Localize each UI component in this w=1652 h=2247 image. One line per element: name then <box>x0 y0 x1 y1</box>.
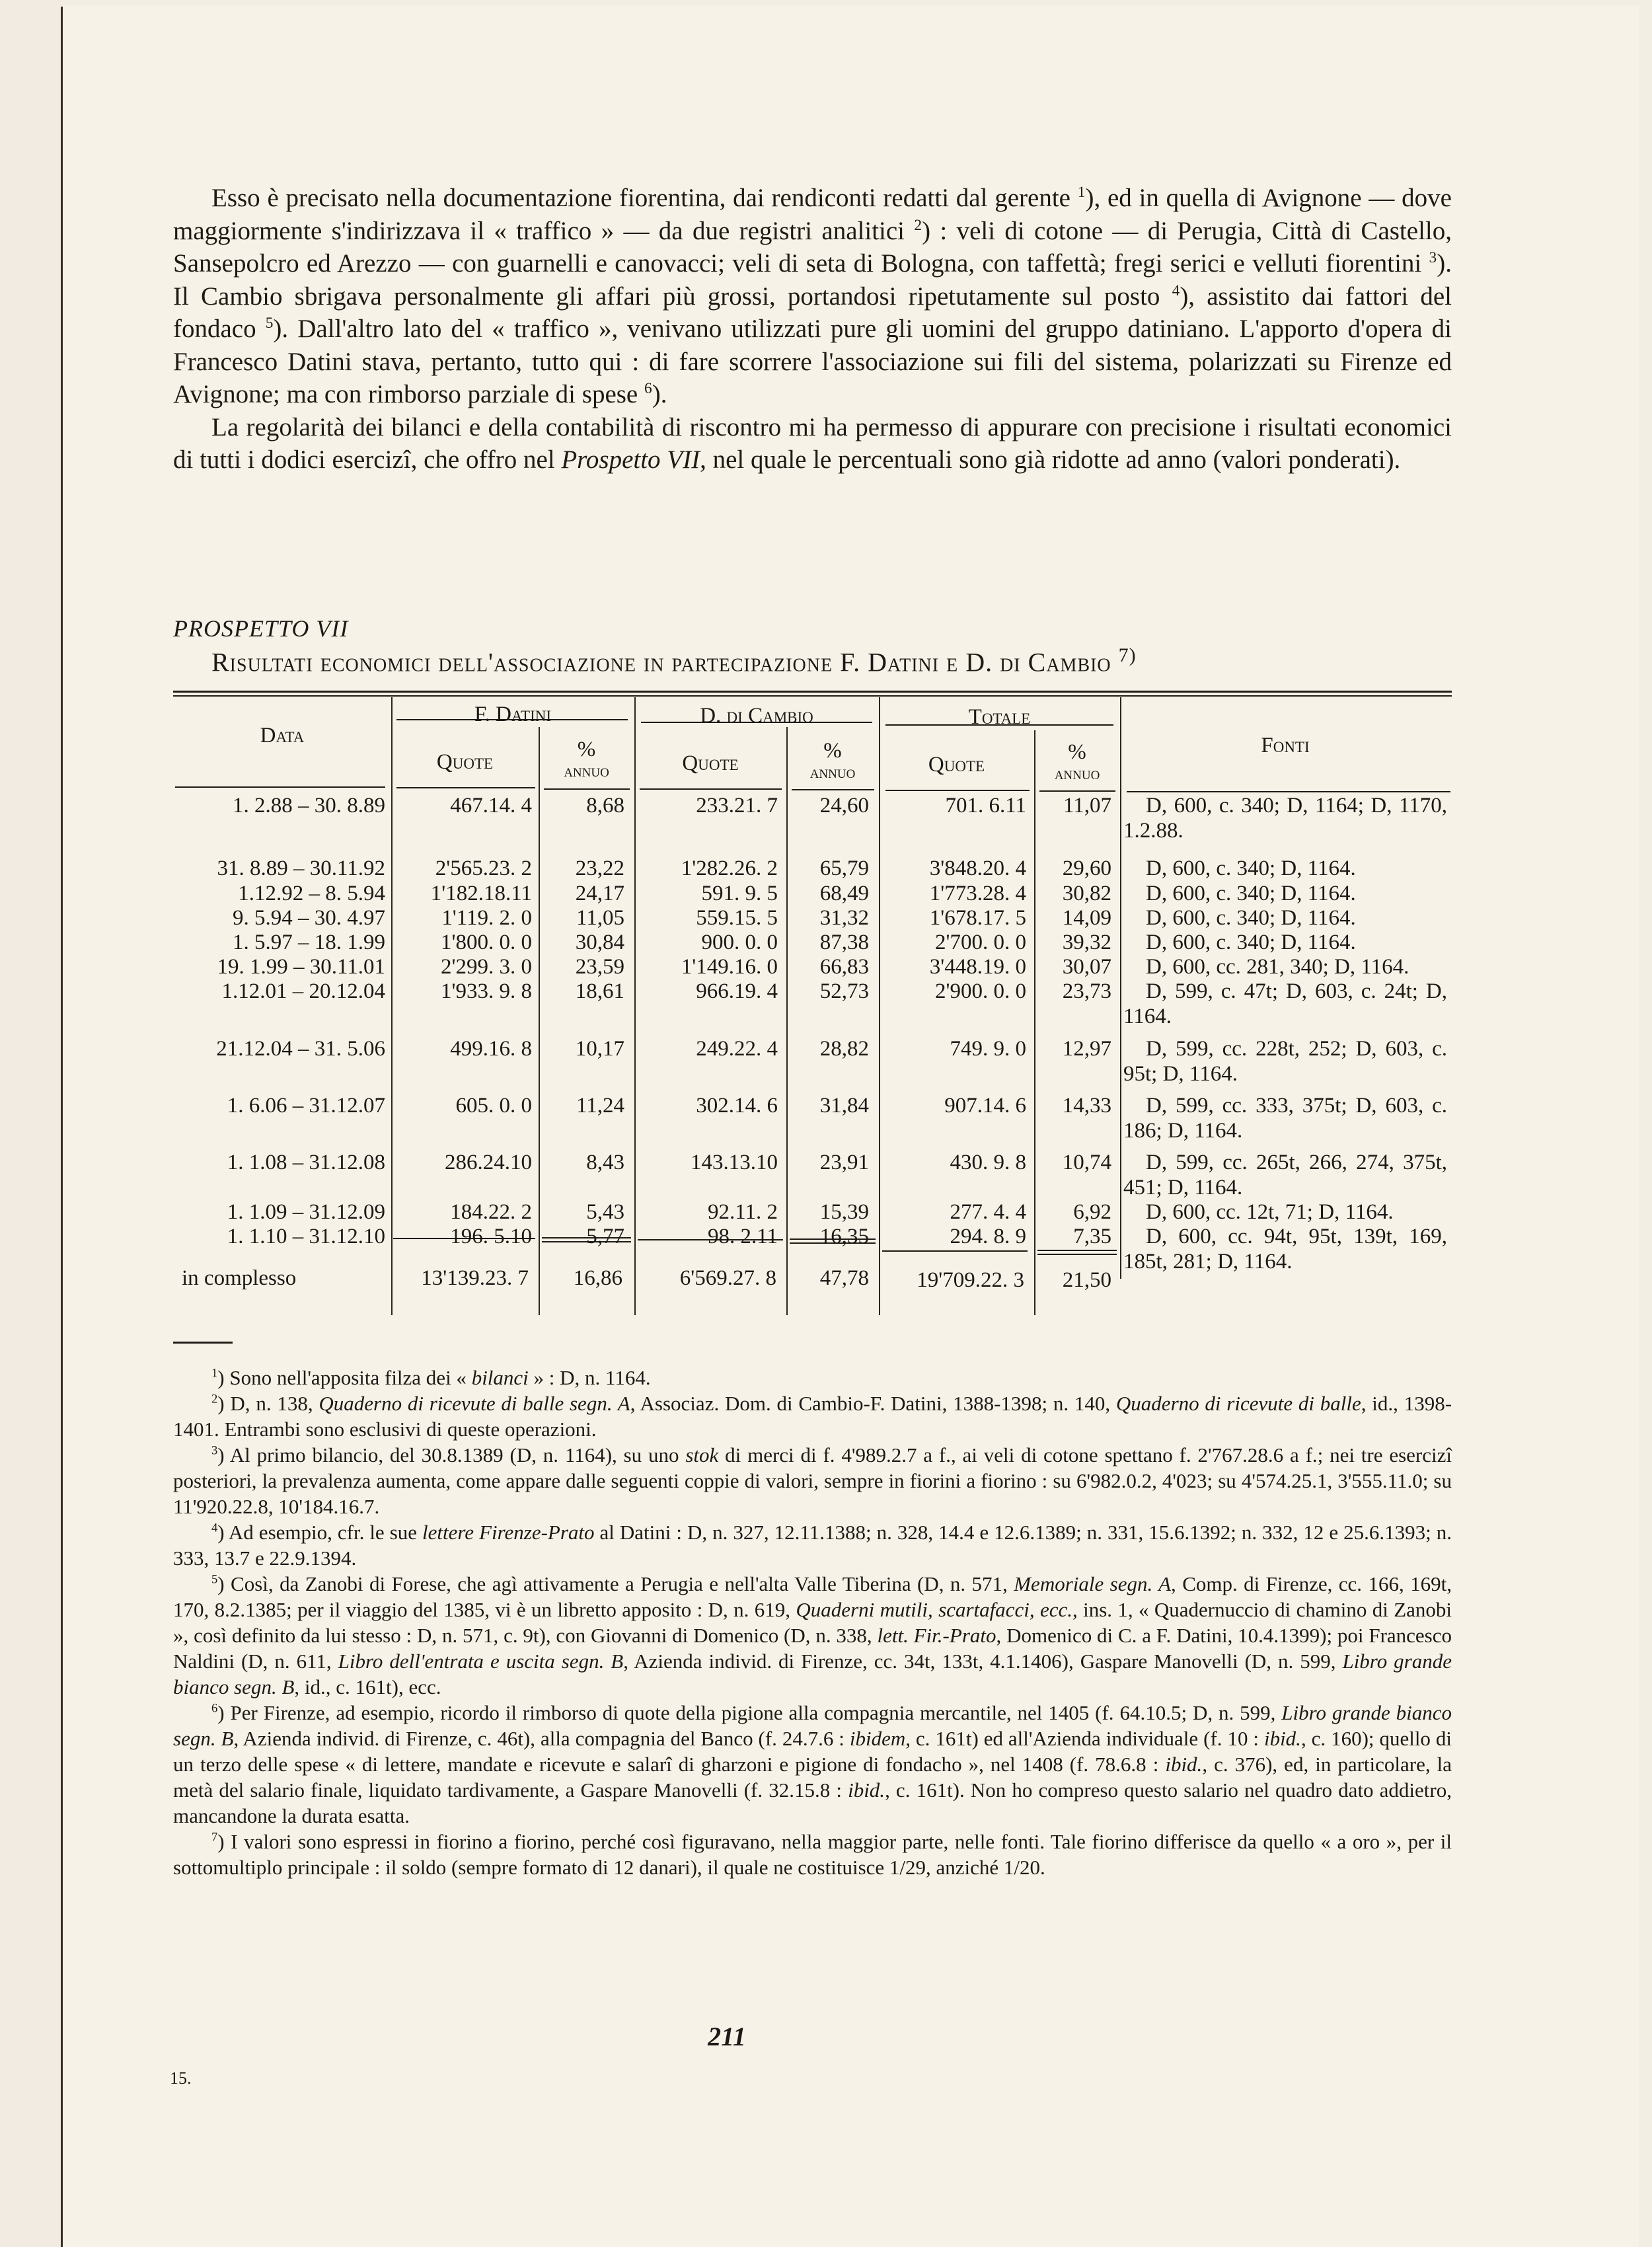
total-totale-pct: 21,50 <box>1062 1268 1111 1292</box>
row-date: 21.12.04 – 31. 5.06 <box>216 1037 385 1061</box>
row-date: 9. 5.94 – 30. 4.97 <box>233 906 385 930</box>
total-totale-quote: 19'709.22. 3 <box>917 1268 1024 1292</box>
row-datini-pct: 30,84 <box>575 931 624 954</box>
page-number: 211 <box>708 2022 746 2051</box>
row-date: 31. 8.89 – 30.11.92 <box>217 857 385 880</box>
footnote-5: $^5$) Così, da Zanobi di Forese, che agì attivamente a Perugia e nell'alta Valle Tiberina (D, n. 571, Memoriale segn. A, Comp. di Firenze, cc. 166, 169t, 170, 8.2.1385; per il viaggio del 1385, vi è un libretto apposito : D, n. 619, Quaderni mutili, scartafacci, ecc., ins. 1, « Quadernuccio di chamino di Zanobi », così definito da lui stesso : D, n. 571, c. 9t), con Giovanni di Domenico (D, n. 338, lett. Fir.-Prato, Domenico di C. a F. Datini, 10.4.1399); poi Francesco Naldini (D, n. 611, Libro dell'entrata e uscita segn. B, Azienda individ. di Firenze, cc. 34t, 133t, 4.1.1406), Gaspare Manovelli (D, n. 599, Libro grande bianco segn. B, id., c. 161t), ecc. <box>173 1572 1452 1698</box>
paragraph-2: La regolarità dei bilanci e della contabilità di riscontro mi ha permesso di appurare con precisione i risultati economici di tutti i dodici esercizî, che offro nel Prospetto VII, nel quale le percentuali sono già ridotte ad anno (valori ponderati). <box>173 412 1452 474</box>
table-title <box>211 644 1454 677</box>
row-totale-pct: 14,09 <box>1062 906 1111 930</box>
row-datini-quote: 2'565.23. 2 <box>435 857 532 880</box>
total-datini-pct: 16,86 <box>573 1266 622 1290</box>
italic-text: Quaderno di ricevute di balle <box>1115 1392 1361 1415</box>
footnote-7: $^7$) I valori sono espressi in fiorino a fiorino, perché così figuravano, nella maggior parte, nelle fonti. Tale fiorino differisce da quello « a oro », per il sottomultiplo principale : il soldo (sempre formato di 12 danari), il quale ne costituisce 1/29, anziché 1/20. <box>173 1830 1452 1879</box>
row-totale-pct: 30,82 <box>1062 882 1111 905</box>
signature-mark: 15. <box>170 2069 192 2088</box>
row-datini-pct: 18,61 <box>575 979 624 1003</box>
row-datini-pct: 11,24 <box>576 1094 624 1118</box>
header-totale-quote: Quote <box>928 753 985 777</box>
row-cambio-pct: 28,82 <box>819 1037 869 1061</box>
header-totale-pct: % annuo <box>1054 740 1100 783</box>
table-title-note: 7) <box>1118 644 1137 666</box>
header-rule <box>885 790 1030 791</box>
row-totale-pct: 7,35 <box>1073 1225 1111 1248</box>
row-cambio-quote: 900. 0. 0 <box>701 931 778 954</box>
header-cambio-pct: % annuo <box>809 739 856 782</box>
row-fonti: D, 599, cc. 333, 375t; D, 603, c. 186; D, 1164. <box>1123 1094 1447 1143</box>
row-fonti: D, 599, cc. 265t, 266, 274, 375t, 451; D, 1164. <box>1123 1151 1447 1200</box>
row-date: 1. 5.97 – 18. 1.99 <box>233 931 385 954</box>
header-rule <box>175 786 385 788</box>
footnote-number: 1 <box>211 1366 218 1381</box>
row-totale-quote: 2'700. 0. 0 <box>935 931 1026 954</box>
header-rule <box>640 788 782 790</box>
footnote-ref: 6 <box>644 380 652 397</box>
row-totale-pct: 6,92 <box>1073 1200 1111 1224</box>
total-cambio-quote: 6'569.27. 8 <box>679 1266 776 1290</box>
italic-text: Quaderni mutili, scartafacci, ecc. <box>796 1598 1072 1621</box>
header-rule <box>1127 791 1450 792</box>
row-fonti: D, 600, c. 340; D, 1164; D, 1170, 1.2.88. <box>1123 794 1447 843</box>
italic-text: ibid. <box>1263 1727 1301 1750</box>
row-cambio-quote: 591. 9. 5 <box>701 882 778 905</box>
row-cambio-pct: 66,83 <box>819 955 869 979</box>
row-datini-pct: 11,05 <box>576 906 624 930</box>
row-totale-quote: 1'773.28. 4 <box>929 882 1026 905</box>
italic-text: Libro dell'entrata e uscita segn. B <box>338 1650 624 1673</box>
footnote-1: $^1$) Sono nell'apposita filza dei « bilanci » : D, n. 1164. <box>211 1366 651 1389</box>
italic-text: lettere Firenze-Prato <box>422 1521 595 1544</box>
total-rule <box>1037 1254 1117 1255</box>
row-cambio-pct: 23,91 <box>819 1151 869 1174</box>
row-cambio-pct: 24,60 <box>819 794 869 818</box>
row-totale-quote: 430. 9. 8 <box>950 1151 1026 1174</box>
row-cambio-quote: 98. 2.11 <box>707 1225 778 1248</box>
footnote-ref: 4 <box>1172 282 1180 299</box>
row-datini-pct: 5,43 <box>586 1200 624 1224</box>
italic-text: ibid. <box>1165 1753 1203 1776</box>
row-datini-quote: 605. 0. 0 <box>455 1094 532 1118</box>
header-data: Data <box>260 724 305 747</box>
row-totale-quote: 749. 9. 0 <box>950 1037 1026 1061</box>
footnote-ref: 1 <box>1077 184 1086 201</box>
footnotes <box>173 1365 1452 1880</box>
footnote-number: 2 <box>211 1392 218 1406</box>
row-totale-quote: 3'448.19. 0 <box>929 955 1026 979</box>
italic-text: Prospetto VII <box>561 445 700 474</box>
row-datini-quote: 467.14. 4 <box>450 794 532 818</box>
row-cambio-quote: 233.21. 7 <box>696 794 778 818</box>
row-totale-pct: 29,60 <box>1062 857 1111 880</box>
row-totale-pct: 11,07 <box>1063 794 1111 818</box>
italic-text: Libro grande bianco segn. B <box>173 1701 1452 1750</box>
col-sep <box>634 697 636 1315</box>
row-totale-pct: 23,73 <box>1062 979 1111 1003</box>
row-fonti: D, 600, cc. 12t, 71; D, 1164. <box>1146 1200 1394 1224</box>
row-fonti: D, 599, cc. 228t, 252; D, 603, c. 95t; D, 1164. <box>1123 1037 1447 1086</box>
row-fonti: D, 600, c. 340; D, 1164. <box>1146 857 1356 880</box>
header-cambio: D. di Cambio <box>700 704 813 728</box>
col-sep <box>786 727 788 1315</box>
italic-text: Libro grande bianco segn. B <box>173 1650 1452 1698</box>
row-datini-quote: 2'299. 3. 0 <box>441 955 532 979</box>
row-date: 1. 1.10 – 31.12.10 <box>227 1225 385 1248</box>
footnote-2: $^2$) D, n. 138, Quaderno di ricevute di balle segn. A, Associaz. Dom. di Cambio-F. Datini, 1388-1398; n. 140, Quaderno di ricevute di balle, id., 1398-1401. Entrambi sono esclusivi di queste operazioni. <box>173 1392 1452 1441</box>
row-cambio-quote: 966.19. 4 <box>696 979 778 1003</box>
col-sep <box>539 727 540 1315</box>
row-cambio-quote: 92.11. 2 <box>707 1200 778 1224</box>
row-datini-quote: 1'119. 2. 0 <box>441 906 532 930</box>
paragraph-1: Esso è precisato nella documentazione fiorentina, dai rendiconti redatti dal gerente $^1$), ed in quella di Avignone — dove maggiormente s'indirizzava il « traffico » — da due registri analitici $^2$) : veli di cotone — di Perugia, Città di Castello, Sansepolcro ed Arezzo — con guarnelli e canovacci; veli di seta di Bologna, con taffettà; fregi serici e velluti fiorentini $^3$). Il Cambio sbrigava personalmente gli affari più grossi, portandosi ripetutamente sul posto $^4$), assistito dai fattori del fondaco $^5$). Dall'altro lato del « traffico », venivano utilizzati pure gli uomini del gruppo datiniano. L'apporto d'opera di Francesco Datini stava, pertanto, tutto qui : di fare scorrere l'associazione sui fili del sistema, polarizzati su Firenze ed Avignone; ma con rimborso parziale di spese $^6$). <box>173 184 1452 408</box>
row-date: 19. 1.99 – 30.11.01 <box>217 955 385 979</box>
row-datini-quote: 1'933. 9. 8 <box>441 979 532 1003</box>
row-cambio-pct: 31,32 <box>819 906 869 930</box>
table-title-text: Risultati economici dell'associazione in partecipazione F. Datini e D. di Cambio <box>211 647 1111 677</box>
row-datini-pct: 23,59 <box>575 955 624 979</box>
row-fonti: D, 600, cc. 281, 340; D, 1164. <box>1146 955 1409 979</box>
header-datini-pct: % annuo <box>564 738 609 781</box>
row-cambio-quote: 1'149.16. 0 <box>681 955 778 979</box>
row-cambio-quote: 1'282.26. 2 <box>681 857 778 880</box>
row-datini-pct: 24,17 <box>575 882 624 905</box>
header-totale: Totale <box>968 705 1031 729</box>
facing-page-strip <box>0 0 61 2247</box>
row-cambio-pct: 16,35 <box>819 1225 869 1248</box>
row-date: 1. 2.88 – 30. 8.89 <box>233 794 385 818</box>
col-sep <box>879 697 880 1315</box>
footnote-number: 5 <box>211 1572 218 1587</box>
header-cambio-quote: Quote <box>682 751 739 775</box>
row-datini-pct: 5,77 <box>586 1225 624 1248</box>
row-totale-quote: 3'848.20. 4 <box>929 857 1026 880</box>
row-datini-quote: 286.24.10 <box>445 1151 532 1174</box>
italic-text: bilanci <box>471 1366 529 1389</box>
row-datini-pct: 10,17 <box>575 1037 624 1061</box>
col-sep <box>1120 697 1121 1279</box>
row-totale-pct: 10,74 <box>1062 1151 1111 1174</box>
total-datini-quote: 13'139.23. 7 <box>421 1266 529 1290</box>
row-datini-quote: 1'182.18.11 <box>430 882 532 905</box>
footnote-3: $^3$) Al primo bilancio, del 30.8.1389 (D, n. 1164), su uno stok di merci di f. 4'989.2.7 a f., ai veli di cotone spettano f. 2'767.28.6 a f.; nei tre esercizî posteriori, la prevalenza aumenta, come appare dalle seguenti coppie di valori, sempre in fiorini a fiorino : su 6'982.0.2, 4'023; su 4'574.25.1, 3'555.11.0; su 11'920.22.8, 10'184.16.7. <box>173 1443 1452 1518</box>
total-rule <box>1037 1250 1117 1251</box>
row-datini-pct: 23,22 <box>575 857 624 880</box>
row-cambio-quote: 249.22. 4 <box>696 1037 778 1061</box>
total-label: in complesso <box>182 1266 297 1290</box>
italic-text: Quaderno di ricevute di balle segn. A <box>319 1392 630 1415</box>
row-cambio-pct: 31,84 <box>819 1094 869 1118</box>
row-totale-pct: 12,97 <box>1062 1037 1111 1061</box>
row-totale-quote: 2'900. 0. 0 <box>935 979 1026 1003</box>
header-rule <box>1039 790 1115 792</box>
italic-text: Memoriale segn. A <box>1014 1572 1172 1595</box>
header-rule <box>396 787 535 788</box>
italic-text: ibid. <box>848 1778 885 1802</box>
row-datini-quote: 196. 5.10 <box>450 1225 532 1248</box>
header-fonti: Fonti <box>1261 734 1310 757</box>
row-totale-pct: 39,32 <box>1062 931 1111 954</box>
footnote-number: 4 <box>211 1521 218 1535</box>
footnote-ref: 2 <box>914 216 922 234</box>
row-cambio-pct: 87,38 <box>819 931 869 954</box>
row-totale-pct: 14,33 <box>1062 1094 1111 1118</box>
footnote-6: $^6$) Per Firenze, ad esempio, ricordo il rimborso di quote della pigione alla compagnia mercantile, nel 1405 (f. 64.10.5; D, n. 599, Libro grande bianco segn. B, Azienda individ. di Firenze, c. 46t), alla compagnia del Banco (f. 24.7.6 : ibidem, c. 161t) ed all'Azienda individuale (f. 10 : ibid., c. 160); quello di un terzo delle spese « di lettere, mandate e ricevute e salarî di gharzoni e pigione di fondacho », nel 1408 (f. 78.6.8 : ibid., c. 376), ed, in particolare, la metà del salario finale, liquidato tardivamente, a Gaspare Manovelli (f. 32.15.8 : ibid., c. 161t). Non ho compreso questo salario nel quadro dato addietro, mancandone la durata esatta. <box>173 1701 1452 1827</box>
total-cambio-pct: 47,78 <box>819 1266 869 1290</box>
header-datini: F. Datini <box>474 703 552 726</box>
body-paragraphs <box>173 182 1452 476</box>
italic-text: ibidem <box>849 1727 906 1750</box>
row-totale-quote: 701. 6.11 <box>945 794 1026 818</box>
row-cambio-pct: 65,79 <box>819 857 869 880</box>
row-totale-quote: 294. 8. 9 <box>950 1225 1026 1248</box>
row-datini-quote: 1'800. 0. 0 <box>441 931 532 954</box>
row-totale-quote: 277. 4. 4 <box>950 1200 1026 1224</box>
row-totale-quote: 907.14. 6 <box>944 1094 1026 1118</box>
row-cambio-pct: 68,49 <box>819 882 869 905</box>
italic-text: lett. Fir.-Prato <box>877 1624 996 1647</box>
row-datini-quote: 184.22. 2 <box>450 1200 532 1224</box>
row-datini-pct: 8,68 <box>586 794 624 818</box>
header-rule <box>792 789 874 790</box>
footnote-number: 7 <box>211 1830 218 1845</box>
row-cambio-quote: 302.14. 6 <box>696 1094 778 1118</box>
row-date: 1. 6.06 – 31.12.07 <box>227 1094 385 1118</box>
row-cambio-pct: 15,39 <box>819 1200 869 1224</box>
col-sep <box>1034 730 1035 1315</box>
row-cambio-pct: 52,73 <box>819 979 869 1003</box>
footnote-4: $^4$) Ad esempio, cfr. le sue lettere Firenze-Prato al Datini : D, n. 327, 12.11.1388; n. 328, 14.4 e 12.6.1389; n. 331, 15.6.1392; n. 332, 12 e 25.6.1393; n. 333, 13.7 e 22.9.1394. <box>173 1521 1452 1570</box>
row-date: 1.12.01 – 20.12.04 <box>221 979 385 1003</box>
row-datini-pct: 8,43 <box>586 1151 624 1174</box>
row-totale-pct: 30,07 <box>1062 955 1111 979</box>
row-date: 1. 1.09 – 31.12.09 <box>227 1200 385 1224</box>
row-fonti: D, 600, cc. 94t, 95t, 139t, 169, 185t, 281; D, 1164. <box>1123 1225 1447 1274</box>
footnote-separator <box>173 1342 233 1344</box>
row-datini-quote: 499.16. 8 <box>450 1037 532 1061</box>
row-fonti: D, 600, c. 340; D, 1164. <box>1146 906 1356 930</box>
row-date: 1.12.92 – 8. 5.94 <box>238 882 385 905</box>
row-totale-quote: 1'678.17. 5 <box>929 906 1026 930</box>
footnote-number: 3 <box>211 1443 218 1458</box>
footnote-ref: 5 <box>265 315 274 332</box>
row-fonti: D, 599, c. 47t; D, 603, c. 24t; D, 1164. <box>1123 979 1447 1028</box>
header-datini-quote: Quote <box>436 750 494 774</box>
prospetto-label: PROSPETTO VII <box>173 615 349 642</box>
footnote-number: 6 <box>211 1701 218 1716</box>
row-cambio-quote: 559.15. 5 <box>696 906 778 930</box>
row-fonti: D, 600, c. 340; D, 1164. <box>1146 882 1356 905</box>
row-fonti: D, 600, c. 340; D, 1164. <box>1146 931 1356 954</box>
col-sep <box>391 697 393 1315</box>
header-rule <box>544 788 630 790</box>
row-date: 1. 1.08 – 31.12.08 <box>227 1151 385 1174</box>
italic-text: stok <box>685 1443 719 1466</box>
footnote-ref: 3 <box>1429 249 1437 266</box>
row-cambio-quote: 143.13.10 <box>691 1151 778 1174</box>
total-rule <box>882 1250 1028 1252</box>
